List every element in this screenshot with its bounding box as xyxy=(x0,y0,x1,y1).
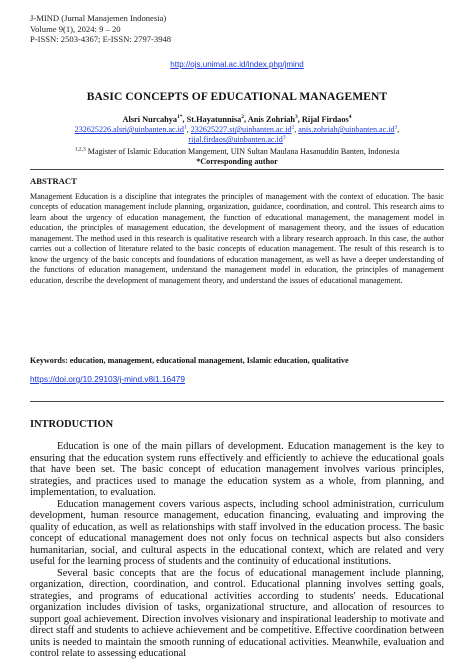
author-name: Alsri Nurcahya xyxy=(122,115,177,124)
divider xyxy=(30,401,444,402)
paper-title: BASIC CONCEPTS OF EDUCATIONAL MANAGEMENT xyxy=(86,91,388,103)
doi-link[interactable]: https://doi.org/10.29103/j-mind.v8i1.16479 xyxy=(30,374,185,384)
author-name: Rijal Firdaos xyxy=(301,115,349,124)
journal-volume: Volume 9(1), 2024: 9 – 20 xyxy=(30,23,121,34)
keywords-label: Keywords: xyxy=(30,356,68,365)
author-name: Anis Zohriah xyxy=(247,115,296,124)
paragraph: Several basic concepts that are the focus of educational management include planning, organization, direction, coordination, and control. Educational planning involves setting goals, strategies, and programs of educational activities according to students' needs. Educational organization includes division of tasks, organizational structure, and allocation of resources to support goal achievement. Direction involves visionary and inspirational leadership to motivate and direct staff and students to achieve achievement and be competitive. Effective coordination between units is needed to maintain the smooth running of educational activities. Meanwhile, evaluation and control relate to assessing educational xyxy=(30,567,444,659)
affiliation-text: Magister of Islamic Education Mangement, UIN Sultan Maulana Hasanuddin Banten, Indonesia xyxy=(87,147,400,156)
email-link[interactable]: rijal.firdaos@uinbanten.ac.id xyxy=(188,135,283,145)
journal-name: J-MIND (Jurnal Manajemen Indonesia) xyxy=(30,13,167,23)
paragraph: Education is one of the main pillars of development. Education management is the key to ensuring that the education system runs effectively and efficiently to achieve the educational goals that have been set. The basic concept of education management involves various principles, strategies, and practices used to manage the education system as a whole, from planning, and implementation, to evaluation. xyxy=(30,441,444,498)
author-emails: $232625226.alsri@uinbanten.ac.id^1$, $232625227.st@uinbanten.ac.id^2$, $anis.zohriah@uinbanten.ac.id^3$, $rijal.firdaos@uinbanten.ac.id^3$ xyxy=(74,124,400,145)
author-list: Alsri Nurcahya$^{1*}$, St.Hayatunnisa$^2$, Anis Zohriah$^3$, Rijal Firdaos$^4$ xyxy=(122,114,352,124)
running-header xyxy=(30,13,171,45)
abstract-text: Management Education is a discipline that integrates the principles of management with the context of education. The basic concepts of education management include planning, organization, guidance, coordination, and control. This research aims to learn about the urgency of education management, the function of educational management, the management model in education, the principles of management education, the development of management theory, and the issues of education management. The method used in this research is qualitative research with a library research approach. In this case, the author carries out a collection of literature related to the basic concepts of education management. The result of this research is to know the urgency of the basic concepts and foundations of education management, as well as have a deeper understanding of the functions of education management, understand the management model in education, the principles of management education, describe the development of management theory, and understand the issues of educational management. xyxy=(30,192,444,285)
journal-url-link[interactable]: http://ojs.unimal.ac.id/index.php/jmind xyxy=(170,60,304,69)
email-link[interactable]: 232625227.st@uinbanten.ac.id xyxy=(190,125,292,134)
introduction-body xyxy=(30,441,444,660)
section-heading-introduction: INTRODUCTION xyxy=(30,419,114,430)
keywords xyxy=(30,356,444,365)
affiliation: $^{1,2,3}$ Magister of Islamic Education Mangement, UIN Sultan Maulana Hasanuddin Banten, Indonesia *Corresponding author xyxy=(0,147,474,168)
email-link[interactable]: anis.zohriah@uinbanten.ac.id xyxy=(298,125,395,134)
abstract-heading: ABSTRACT xyxy=(30,176,77,186)
corresponding-author-note: *Corresponding author xyxy=(196,157,278,167)
journal-issn: P-ISSN: 2503-4367; E-ISSN: 2797-3948 xyxy=(30,34,172,45)
paragraph: Education management covers various aspects, including school administration, curriculum development, human resource management, education financing, evaluating and improving the quality of education, as well as relationships with staff involved in the education process. The basic concept of educational management does not only focus on technical aspects but also considers humanitarian, social, and cultural aspects in the educational context, which are related and very useful for the learning process of students and the continuity of educational institutions. xyxy=(30,498,444,567)
divider xyxy=(30,169,444,170)
email-link[interactable]: 232625226.alsri@uinbanten.ac.id xyxy=(74,125,184,134)
keywords-text: education, management, educational management, Islamic education, qualitative xyxy=(69,356,349,365)
author-name: St.Hayatunnisa xyxy=(186,115,242,124)
